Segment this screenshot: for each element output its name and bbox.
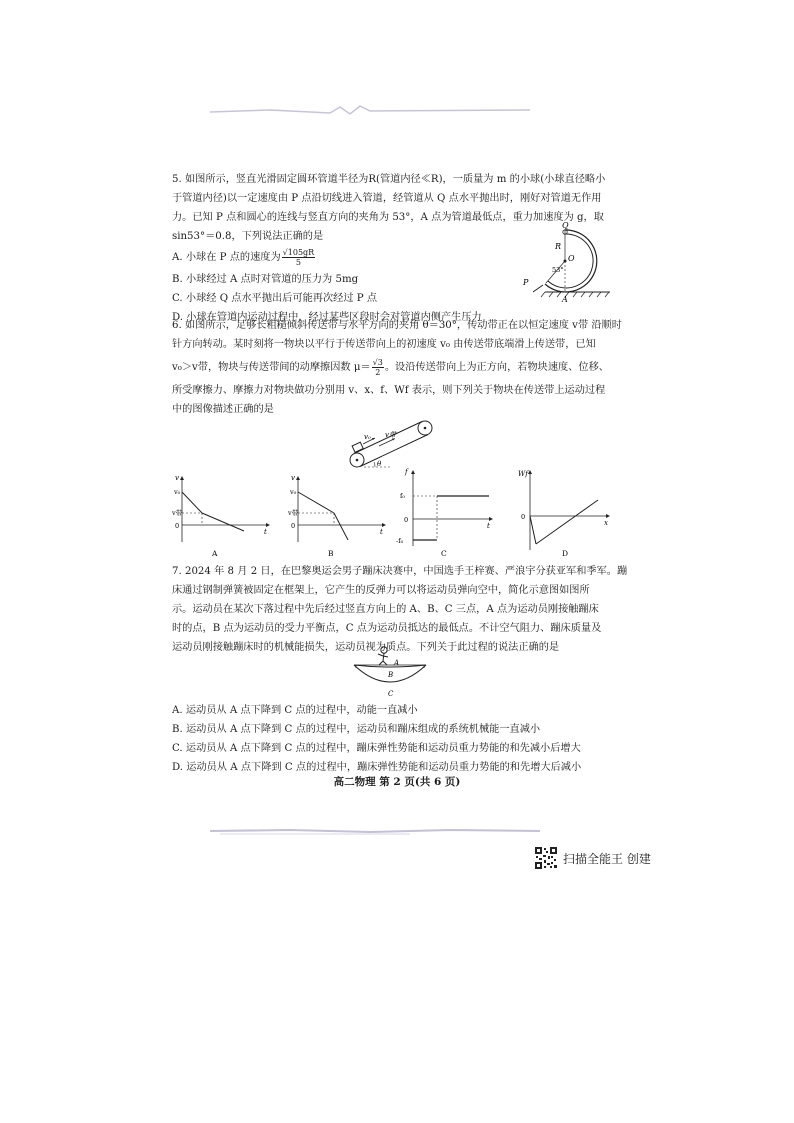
q6-line-4: 所受摩擦力、摩擦力对物块做功分别用 v、x、f、Wf 表示，则下列关于物块在传送带上运动过程	[172, 385, 606, 396]
q5-label-p: P	[523, 278, 529, 287]
q5-option-a-fraction	[282, 248, 316, 267]
scan-artifact-top	[210, 104, 530, 116]
q5-label-a: A	[562, 295, 568, 304]
q6-graph-c-ylabel: f	[405, 468, 408, 476]
q6-line-3-suffix: 。设沿传送带向上为正方向，若物块速度、位移、	[384, 362, 609, 373]
q5-label-angle: 53°	[552, 266, 564, 274]
q6-graph-d-ylabel: Wf	[518, 470, 528, 478]
q6-graph-a-ylabel: v	[175, 474, 179, 482]
q6-mu-fraction	[372, 358, 384, 377]
q6-mu-denominator: 2	[375, 367, 381, 377]
q5-label-o: O	[568, 254, 575, 263]
q5-line-4: sin53°＝0.8，下列说法正确的是	[172, 231, 324, 242]
q7-line-4: 时的点，B 点为运动员的受力平衡点，C 点为运动员抵达的最低点。不计空气阻力、蹦床质量及	[172, 623, 602, 634]
q6-graph-b	[288, 472, 388, 560]
q6-graph-a-tick-v0: v₀	[174, 488, 181, 496]
q6-mu-numerator: √3	[372, 357, 383, 367]
question-7	[172, 562, 627, 657]
q6-line-3	[172, 354, 622, 381]
q6-graph-b-letter: B	[328, 549, 334, 558]
q6-graph-b-tick-vbelt: v带	[288, 509, 299, 517]
q6-line-3-prefix: v₀＞v带，物块与传送带间的动摩擦因数 μ＝	[172, 362, 371, 373]
q6-graph-a-letter: A	[212, 549, 218, 558]
q7-line-3: 示。运动员在某次下落过程中先后经过竖直方向上的 A、B、C 三点，A 点为运动员刚接触蹦床	[172, 604, 599, 615]
q7-label-b: B	[388, 671, 394, 679]
q7-option-c: C. 运动员从 A 点下降到 C 点的过程中，蹦床弹性势能和运动员重力势能的和先减小后增大	[172, 743, 581, 754]
q6-graph-c-tick-neg-f0: -f₀	[396, 537, 404, 545]
q6-line-2: 针方向转动。某时刻将一物块以平行于传送带向上的初速度 v₀ 由传送带底端滑上传送带，已知	[172, 339, 596, 350]
q5-line-2: 于管道内径)以一定速度由 P 点沿切线进入管道，经管道从 Q 点水平抛出时，刚好对管道无作用	[172, 193, 602, 204]
q6-graph-a-xlabel: t	[264, 528, 267, 536]
q5-option-c: C. 小球经 Q 点水平抛出后可能再次经过 P 点	[172, 293, 378, 304]
q6-graph-a-tick-zero: 0	[175, 522, 180, 530]
q6-label-v0: v₀	[364, 433, 371, 441]
q6-graph-a-tick-vbelt: v带	[172, 509, 183, 517]
q6-graph-c-tick-f0: f₀	[400, 492, 406, 500]
q6-graph-c-letter: C	[441, 549, 447, 558]
q5-label-r: R	[555, 242, 562, 251]
scan-artifact-bottom	[210, 826, 540, 836]
question-6	[172, 316, 622, 419]
q5-option-b: B. 小球经过 A 点时对管道的压力为 5mg	[172, 274, 359, 285]
q7-line-2: 床通过钢制弹簧被固定在框架上，它产生的反弹力可以将运动员弹向空中，简化示意图如图所	[172, 585, 590, 596]
q6-figure-conveyor	[345, 416, 435, 472]
scanner-watermark	[535, 847, 651, 869]
q7-line-1: 7. 2024 年 8 月 2 日，在巴黎奥运会男子蹦床决赛中，中国选手王梓赛、严浪宇分获亚军和季军。蹦	[172, 566, 628, 577]
q7-option-d: D. 运动员从 A 点下降到 C 点的过程中，蹦床弹性势能和运动员重力势能的和先增大后减小	[172, 762, 582, 773]
q6-graph-d-xlabel: x	[604, 519, 608, 527]
q6-graph-b-xlabel: t	[380, 528, 383, 536]
q7-label-a: A	[394, 659, 400, 667]
q5-line-1: 5. 如图所示，竖直光滑固定圆环管道半径为R(管道内径≪R)，一质量为 m 的小球(小球直径略小	[172, 174, 606, 185]
q7-figure-trampoline	[352, 645, 432, 697]
q6-line-5: 中的图像描述正确的是	[172, 404, 274, 415]
q6-graph-d-letter: D	[562, 549, 569, 558]
q7-line-5: 运动员刚接触蹦床时的机械能损失，运动员视为质点。下列关于此过程的说法正确的是	[172, 642, 560, 653]
q6-graph-b-tick-v0: v₀	[290, 488, 297, 496]
page-footer: 高二物理 第 2 页(共 6 页)	[333, 776, 461, 788]
q6-graph-c-tick-zero: 0	[404, 516, 409, 524]
q6-label-vbelt: v带	[385, 431, 396, 439]
q5-option-d: D. 小球在管道内运动过程中，经过某些区段时会对管道内侧产生压力	[172, 312, 482, 323]
q7-option-a: A. 运动员从 A 点下降到 C 点的过程中，动能一直减小	[172, 705, 418, 716]
q7-options	[172, 701, 581, 777]
q5-line-3: 力。已知 P 点和圆心的连线与竖直方向的夹角为 53°，A 点为管道最低点，重力加速度为 g，取	[172, 212, 604, 223]
q5-figure-pipe	[515, 222, 615, 302]
q6-graph-a	[172, 472, 272, 560]
q5-option-a-denominator: 5	[295, 257, 301, 267]
scanner-watermark-text: 扫描全能王 创建	[563, 851, 651, 866]
q5-option-a-numerator: √105gR	[282, 247, 315, 257]
q6-graph-b-ylabel: v	[291, 474, 295, 482]
q6-graph-c	[395, 466, 495, 560]
q5-option-a-prefix: A. 小球在 P 点的速度为	[172, 252, 281, 263]
q6-label-theta: θ	[377, 460, 382, 468]
q7-option-b: B. 运动员从 A 点下降到 C 点的过程中，运动员和蹦床组成的系统机械能一直减小	[172, 724, 541, 735]
q6-graph-d-tick-zero: 0	[521, 513, 526, 521]
q5-label-q: Q	[562, 221, 569, 230]
q6-line-1: 6. 如图所示，足够长粗糙倾斜传送带与水平方向的夹角 θ＝30°，传动带正在以恒定速度 v带 沿顺时	[172, 320, 622, 331]
q6-graph-c-xlabel: t	[487, 522, 490, 530]
q6-graph-d	[512, 466, 612, 560]
qr-code-icon	[535, 847, 557, 869]
q7-label-c: C	[388, 690, 394, 698]
q6-graph-b-tick-zero: 0	[291, 522, 296, 530]
